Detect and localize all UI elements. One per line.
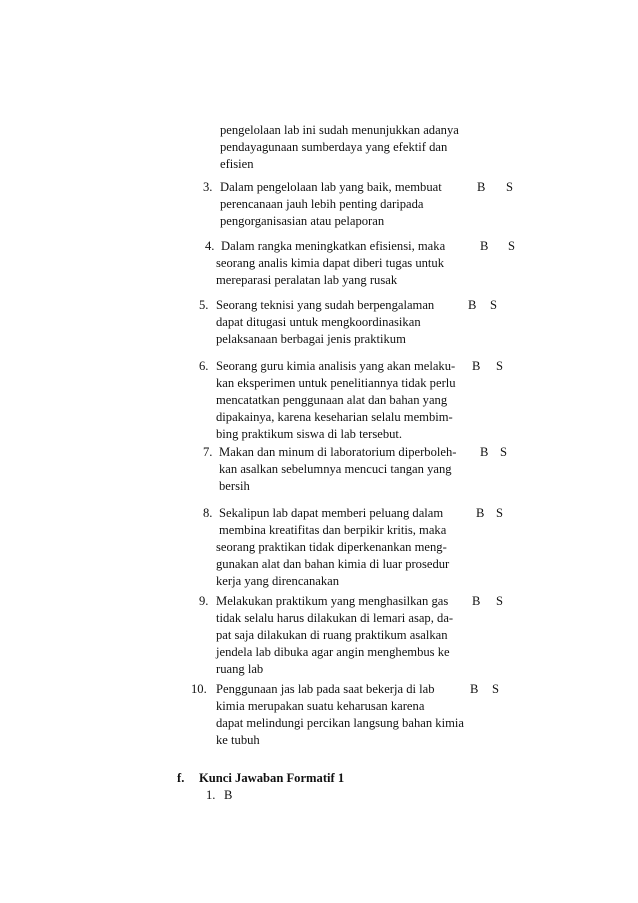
item-text-line: gunakan alat dan bahan kimia di luar prosedur — [216, 557, 450, 571]
item-text-line: kerja yang direncanakan — [216, 574, 340, 588]
item-text-line: Seorang teknisi yang sudah berpengalaman — [216, 298, 435, 312]
item-text-line: seorang analis kimia dapat diberi tugas untuk — [216, 256, 445, 270]
option-b: B — [476, 506, 485, 520]
item-number: 6. — [199, 359, 209, 373]
option-b: B — [480, 445, 489, 459]
item-text-line: perencanaan jauh lebih penting daripada — [220, 197, 424, 211]
item-text-line: mereparasi peralatan lab yang rusak — [216, 273, 398, 287]
section-title: Kunci Jawaban Formatif 1 — [199, 771, 345, 785]
item-number: 9. — [199, 594, 209, 608]
option-b: B — [477, 180, 486, 194]
item-text — [216, 238, 445, 289]
item-text-line: ruang lab — [216, 662, 264, 676]
item-text-line: pengorganisasian atau pelaporan — [220, 214, 385, 228]
option-b: B — [472, 594, 481, 608]
item-text-line: bing praktikum siswa di lab tersebut. — [216, 427, 403, 441]
item-text-line: Dalam rangka meningkatkan efisiensi, maka — [221, 239, 446, 253]
item-text-line: dipakainya, karena keseharian selalu membim- — [216, 410, 453, 424]
option-s: S — [496, 506, 504, 520]
answer-value: B — [224, 788, 233, 802]
option-s: S — [500, 445, 508, 459]
option-b: B — [468, 298, 477, 312]
option-s: S — [496, 359, 504, 373]
item-text-line: membina kreatifitas dan berpikir kritis, maka — [219, 523, 447, 537]
item-number: 5. — [199, 298, 209, 312]
item-text-line: Melakukan praktikum yang menghasilkan gas — [216, 594, 449, 608]
item-text — [216, 593, 453, 678]
item-number: 4. — [205, 239, 215, 253]
item-number: 8. — [203, 506, 213, 520]
item-text-line: jendela lab dibuka agar angin menghembus ke — [216, 645, 450, 659]
item-text-line: seorang praktikan tidak diperkenankan meng- — [216, 540, 447, 554]
item-text-line: mencatatkan penggunaan alat dan bahan yang — [216, 393, 448, 407]
item-text-line: kan eksperimen untuk penelitiannya tidak perlu — [216, 376, 456, 390]
option-b: B — [470, 682, 479, 696]
item-text — [216, 505, 449, 590]
option-s: S — [496, 594, 504, 608]
item-number: 10. — [191, 682, 207, 696]
item-text-line: kan asalkan sebelumnya mencuci tangan yang — [219, 462, 452, 476]
item-text-line: tidak selalu harus dilakukan di lemari asap, da- — [216, 611, 454, 625]
option-s: S — [492, 682, 500, 696]
item-text-line: Seorang guru kimia analisis yang akan melaku- — [216, 359, 456, 373]
option-s: S — [508, 239, 516, 253]
item-text-line: Dalam pengelolaan lab yang baik, membuat — [220, 180, 442, 194]
item-text — [216, 681, 464, 749]
item-text — [216, 297, 434, 348]
item-text-line: pat saja dilakukan di ruang praktikum asalkan — [216, 628, 448, 642]
item-text — [220, 179, 442, 230]
option-s: S — [490, 298, 498, 312]
item-number: 3. — [203, 180, 213, 194]
item-text — [219, 444, 456, 495]
item-text-line: dapat ditugasi untuk mengkoordinasikan — [216, 315, 421, 329]
item-text-line: pelaksanaan berbagai jenis praktikum — [216, 332, 406, 346]
item-text-line: bersih — [219, 479, 250, 493]
item-text-line: Sekalipun lab dapat memberi peluang dalam — [219, 506, 444, 520]
item-text-line: Makan dan minum di laboratorium diperboleh- — [219, 445, 457, 459]
section-label: f. — [177, 771, 185, 785]
option-s: S — [506, 180, 514, 194]
item-text-line: pengelolaan lab ini sudah menunjukkan adanya — [220, 123, 459, 137]
item-text-line: pendayagunaan sumberdaya yang efektif dan — [220, 140, 448, 154]
item-text — [216, 358, 456, 443]
item-text-line: kimia merupakan suatu keharusan karena — [216, 699, 425, 713]
item-text-line: efisien — [220, 157, 254, 171]
item-number: 7. — [203, 445, 213, 459]
item-text-line: Penggunaan jas lab pada saat bekerja di lab — [216, 682, 435, 696]
answer-number: 1. — [206, 788, 216, 802]
option-b: B — [480, 239, 489, 253]
item-2-continuation — [220, 122, 459, 173]
option-b: B — [472, 359, 481, 373]
item-text-line: dapat melindungi percikan langsung bahan kimia — [216, 716, 464, 730]
item-text-line: ke tubuh — [216, 733, 260, 747]
